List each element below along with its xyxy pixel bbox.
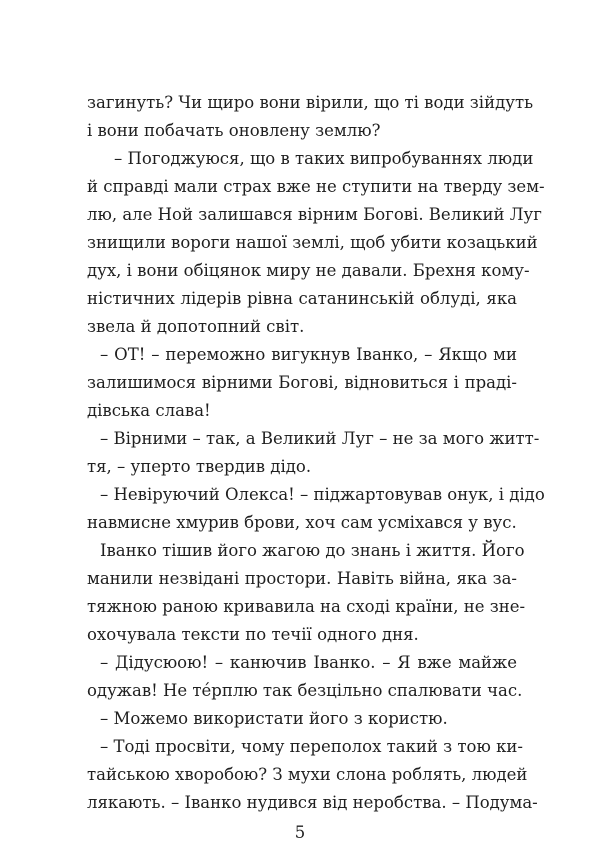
text-line: лякають. – Іванко нудився від неробства. – Подума- <box>87 793 538 812</box>
text-line: – Можемо використати його з користю. <box>100 709 448 728</box>
text-line: дух, і вони обіцянок миру не давали. Брехня кому- <box>87 261 530 280</box>
text-line: – Невіруючий Олекса! – піджартовував онук, і дідо <box>100 485 545 504</box>
page-number: 5 <box>294 823 306 842</box>
text-line: тяжною раною кривавила на сході країни, не зне- <box>87 597 526 616</box>
text-line: – Тоді просвіти, чому переполох такий з тою ки- <box>100 737 523 756</box>
text-line: охочувала тексти по течії одного дня. <box>87 625 419 644</box>
text-line: ністичних лідерів рівна сатанинській облуді, яка <box>87 289 517 308</box>
text-line: тайською хворобою? З мухи слона роблять, людей <box>87 765 528 784</box>
text-line: й справді мали страх вже не ступити на тверду зем- <box>87 177 545 196</box>
text-line: дівська слава! <box>87 401 211 420</box>
text-line: – Вірними – так, а Великий Луг – не за мого житт- <box>100 429 540 448</box>
text-line: Іванко тішив його жагою до знань і життя. Його <box>100 541 525 560</box>
text-line: манили незвідані простори. Навіть війна, яка за- <box>87 569 517 588</box>
text-line: і вони побачать оновлену землю? <box>87 121 381 140</box>
text-line: звела й допотопний світ. <box>87 317 305 336</box>
text-line: одужав! Не тéрплю так безцільно спалювати час. <box>87 681 523 700</box>
text-line: залишимося вірними Богові, відновиться і праді- <box>87 373 517 392</box>
text-line: тя, – уперто твердив дідо. <box>87 457 312 476</box>
text-line: навмисне хмурив брови, хоч сам усміхався у вус. <box>87 513 517 532</box>
text-line: знищили вороги нашої землі, щоб убити козацький <box>87 233 538 252</box>
text-line: – ОТ! – переможно вигукнув Іванко, – Якщо ми <box>100 345 517 364</box>
text-line: – Дідусюою! – канючив Іванко. – Я вже майже <box>100 653 517 672</box>
text-line: загинуть? Чи щиро вони вірили, що ті води зійдуть <box>87 93 534 112</box>
text-line: лю, але Ной залишався вірним Богові. Великий Луг <box>87 205 542 224</box>
text-line: – Погоджуюся, що в таких випробуваннях люди <box>114 149 534 168</box>
